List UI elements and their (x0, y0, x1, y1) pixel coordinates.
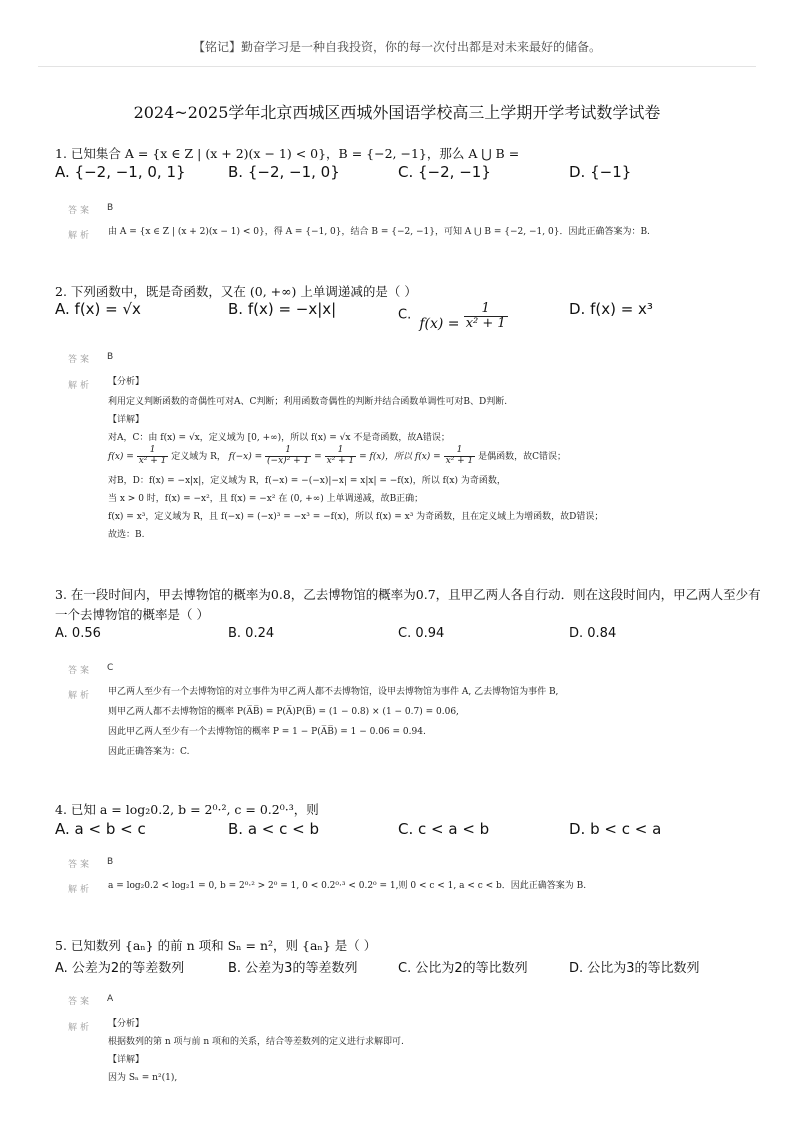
q2-analysis-line-c (108, 446, 566, 467)
q3-option-d[interactable]: D. 0.84 (569, 626, 617, 641)
q1-answer-value: B (107, 203, 114, 213)
q1-option-b[interactable]: B. {−2, −1, 0} (228, 163, 340, 181)
header-divider (38, 66, 756, 67)
q3-analysis-line-3: 因此甲乙两人至少有一个去博物馆的概率 P = 1 − P(A̅B̅) = 1 − 0.06 = 0.94. (108, 727, 426, 737)
q2-option-c-letter: C. (398, 307, 412, 323)
q4-analysis-line: a = log₂0.2 < log₂1 = 0, b = 2⁰·² > 2⁰ = 1, 0 < 0.2⁰·³ < 0.2⁰ = 1,则 0 < c < 1, a < c < b．因此正确答案为 B. (108, 881, 587, 891)
q2-c-frac-2-den: (−x)² + 1 (267, 455, 310, 466)
q1-analysis-line: 由 A = {x ∈ Z | (x + 2)(x − 1) < 0}，得 A = {−1, 0}，结合 B = {−2, −1}，可知 A ⋃ B = {−2, −1, 0}．因此正确答案为：B. (108, 227, 650, 237)
q2-option-b[interactable]: B. f(x) = −x|x| (228, 300, 337, 318)
q1-analysis-label: 解析 (68, 231, 93, 241)
q2-c-frac-2 (265, 446, 311, 467)
q2-option-c-numerator: 1 (464, 302, 508, 317)
q5-analysis-line-1: 根据数列的第 n 项与前 n 项和的关系，结合等差数列的定义进行求解即可. (108, 1037, 404, 1047)
q2-analysis-label: 解析 (68, 381, 93, 391)
q2-c-f-again: f(x) = (414, 451, 441, 462)
q5-answer-value: A (107, 994, 114, 1004)
q3-analysis-line-4: 因此正确答案为：C. (108, 747, 190, 757)
q5-answer-label: 答案 (68, 997, 93, 1007)
question-2-stem: 2. 下列函数中，既是奇函数，又在 (0, +∞) 上单调递减的是（ ） (55, 284, 417, 299)
q5-option-a[interactable]: A. 公差为2的等差数列 (55, 961, 185, 976)
q2-c-frac-4 (444, 446, 476, 467)
q2-c-frac-1 (137, 446, 169, 467)
q5-option-b[interactable]: B. 公差为3的等差数列 (228, 961, 358, 976)
q2-c-frac-4-den: x² + 1 (445, 455, 474, 466)
q5-analysis-heading-1: 【分析】 (108, 1019, 145, 1029)
q2-c-frac-3-den: x² + 1 (326, 455, 355, 466)
q2-option-c-lhs: f(x) = (419, 316, 460, 333)
q4-option-b[interactable]: B. a < c < b (228, 820, 319, 838)
q1-option-d[interactable]: D. {−1} (569, 163, 632, 181)
q2-analysis-heading-1: 【分析】 (108, 377, 145, 387)
q1-option-a[interactable]: A. {−2, −1, 0, 1} (55, 163, 186, 181)
q2-c-conclusion: 是偶函数，故C错误； (478, 451, 567, 462)
q3-analysis-line-1: 甲乙两人至少有一个去博物馆的对立事件为甲乙两人都不去博物馆，设甲去博物馆为事件 A, 乙去博物馆为事件 B, (108, 687, 559, 697)
q2-c-eq: = (314, 451, 322, 462)
q3-answer-label: 答案 (68, 666, 93, 676)
q3-option-c[interactable]: C. 0.94 (398, 626, 445, 641)
question-3-stem-cont: 一个去博物馆的概率是（ ） (55, 607, 209, 622)
q5-option-d[interactable]: D. 公比为3的等比数列 (569, 961, 700, 976)
q5-analysis-heading-2: 【详解】 (108, 1055, 145, 1065)
q2-option-a[interactable]: A. f(x) = √x (55, 300, 141, 318)
q3-analysis-line-2: 则甲乙两人都不去博物馆的概率 P(A̅B̅) = P(A̅)P(B̅) = (1 − 0.8) × (1 − 0.7) = 0.06, (108, 707, 459, 717)
question-4-stem: 4. 已知 a = log₂0.2, b = 2⁰·², c = 0.2⁰·³，则 (55, 802, 319, 817)
q2-c-f-neg: f(−x) = (228, 451, 263, 462)
q2-analysis-line-d: f(x) = x³，定义域为 R，且 f(−x) = (−x)³ = −x³ = −f(x)，所以 f(x) = x³ 为奇函数，且在定义域上为增函数，故D错误； (108, 512, 604, 522)
q3-analysis-label: 解析 (68, 691, 93, 701)
q2-analysis-line-b: 当 x > 0 时，f(x) = −x²，且 f(x) = −x² 在 (0, +∞) 上单调递减，故B正确； (108, 494, 424, 504)
q2-c-frac-3 (325, 446, 357, 467)
q2-analysis-line-bd: 对B，D：f(x) = −x|x|，定义域为 R，f(−x) = −(−x)|−x| = x|x| = −f(x)，所以 f(x) 为奇函数， (108, 476, 506, 486)
q4-option-d[interactable]: D. b < c < a (569, 820, 662, 838)
q2-c-frac-1-den: x² + 1 (138, 455, 167, 466)
q3-answer-value: C (107, 663, 114, 673)
q2-answer-value: B (107, 352, 114, 362)
motto-banner: 【铭记】勤奋学习是一种自我投资，你的每一次付出都是对未来最好的储备。 (192, 40, 601, 54)
q5-analysis-label: 解析 (68, 1023, 93, 1033)
q3-option-b[interactable]: B. 0.24 (228, 626, 275, 641)
q4-analysis-label: 解析 (68, 885, 93, 895)
q4-option-c[interactable]: C. c < a < b (398, 820, 490, 838)
q4-option-a[interactable]: A. a < b < c (55, 820, 146, 838)
q2-c-frac-1-num: 1 (137, 446, 169, 457)
q2-analysis-line-1: 利用定义判断函数的奇偶性可对A、C判断；利用函数奇偶性的判断并结合函数单调性可对B、D判断. (108, 397, 508, 407)
q5-analysis-line-2: 因为 Sₙ = n²(1), (108, 1073, 178, 1083)
q2-c-frac-2-num: 1 (265, 446, 311, 457)
q2-c-frac-4-num: 1 (444, 446, 476, 457)
q2-option-c[interactable] (398, 300, 508, 333)
q2-c-f-lhs: f(x) = (108, 451, 134, 462)
question-5-stem: 5. 已知数列 {aₙ} 的前 n 项和 Sₙ = n²，则 {aₙ} 是（ ） (55, 938, 377, 953)
q2-option-c-fraction (464, 302, 508, 332)
q3-option-a[interactable]: A. 0.56 (55, 626, 101, 641)
q2-analysis-heading-2: 【详解】 (108, 415, 145, 425)
q2-option-c-denominator: x² + 1 (465, 316, 506, 332)
q2-answer-label: 答案 (68, 355, 93, 365)
q2-option-d[interactable]: D. f(x) = x³ (569, 300, 653, 318)
q2-c-frac-3-num: 1 (325, 446, 357, 457)
q2-c-tail: = f(x)，所以 (359, 451, 412, 462)
q1-answer-label: 答案 (68, 206, 93, 216)
q2-c-domain-text: 定义域为 R， (171, 451, 226, 462)
q5-option-c[interactable]: C. 公比为2的等比数列 (398, 961, 528, 976)
q4-answer-value: B (107, 857, 114, 867)
question-3-stem: 3. 在一段时间内，甲去博物馆的概率为0.8，乙去博物馆的概率为0.7，且甲乙两人各自行动．则在这段时间内，甲乙两人至少有 (55, 587, 761, 602)
question-1-stem: 1. 已知集合 A = {x ∈ Z | (x + 2)(x − 1) < 0}，B = {−2, −1}，那么 A ⋃ B = (55, 146, 520, 161)
q1-option-c[interactable]: C. {−2, −1} (398, 163, 491, 181)
q4-answer-label: 答案 (68, 860, 93, 870)
q2-analysis-line-2: 对A，C：由 f(x) = √x，定义域为 [0, +∞)，所以 f(x) = √x 不是奇函数，故A错误； (108, 433, 450, 443)
q2-analysis-final: 故选：B. (108, 530, 145, 540)
exam-title: 2024~2025学年北京西城区西城外国语学校高三上学期开学考试数学试卷 (133, 103, 661, 122)
